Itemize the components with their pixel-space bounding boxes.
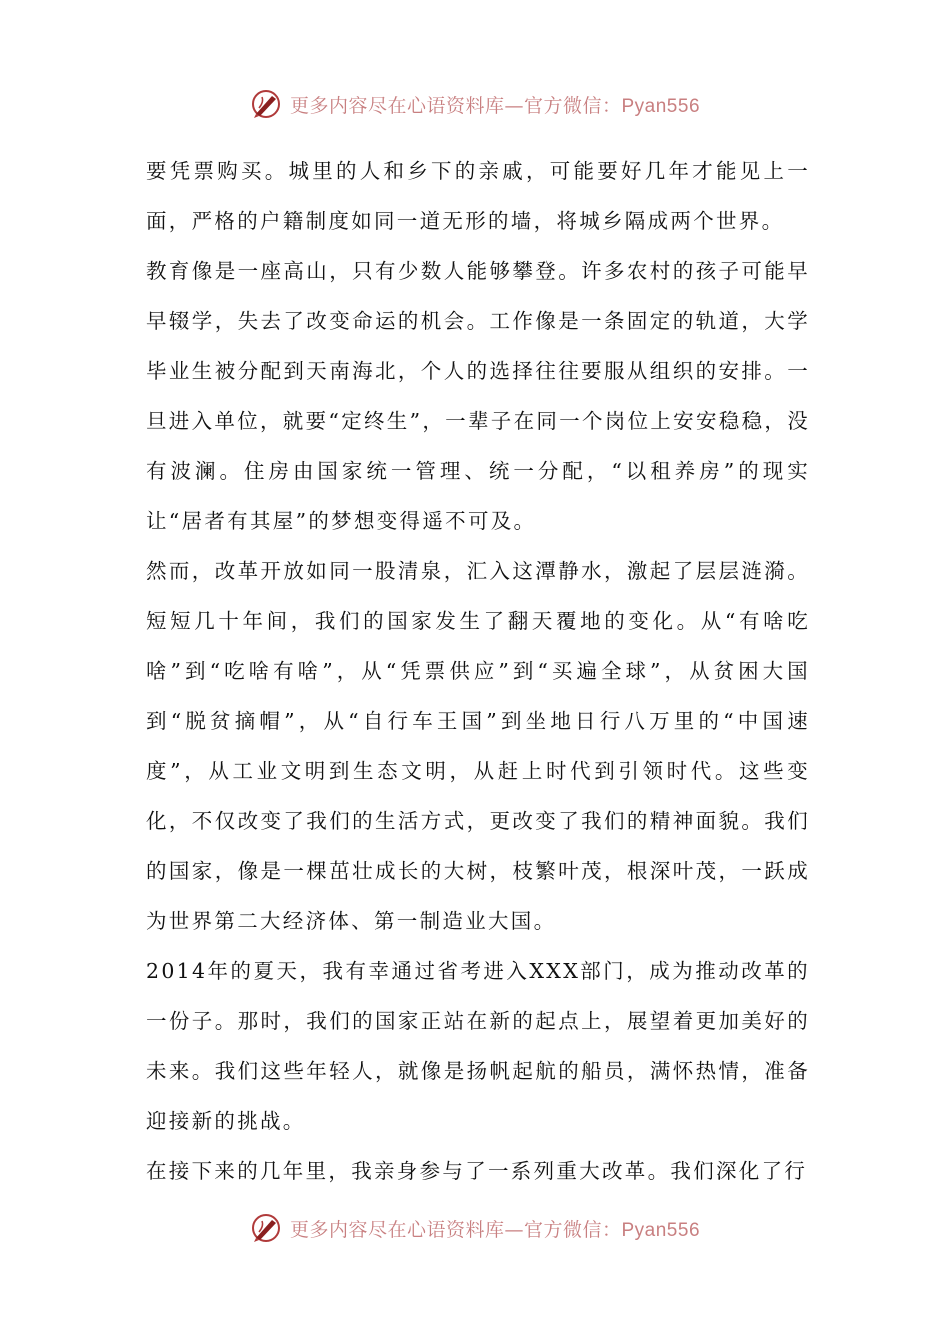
- footer-site-text: 更多内容尽在心语资料库—官方微信：: [289, 1218, 622, 1241]
- paragraph: 然而，改革开放如同一股清泉，汇入这潭静水，激起了层层涟漪。短短几十年间，我们的国家发生了翻天覆地的变化。从“有啥吃啥”到“吃啥有啥”，从“凭票供应”到“买遍全球”，从贫困大国到“脱贫摘帽”，从“自行车王国”到坐地日行八万里的“中国速度”，从工业文明到生态文明，从赶上时代到引领时代。这些变化，不仅改变了我们的生活方式，更改变了我们的精神面貌。我们的国家，像是一棵茁壮成长的大树，枝繁叶茂，根深叶茂，一跃成为世界第二大经济体、第一制造业大国。: [146, 559, 810, 933]
- footer-wechat-id: Pyan556: [621, 1219, 701, 1241]
- pen-circle-logo-icon: [250, 88, 282, 120]
- footer-banner: [0, 1208, 950, 1248]
- paragraph: 在接下来的几年里，我亲身参与了一系列重大改革。我们深化了行: [146, 1159, 808, 1183]
- paragraph: 要凭票购买。城里的人和乡下的亲戚，可能要好几年才能见上一面，严格的户籍制度如同一道无形的墙，将城乡隔成两个世界。: [146, 159, 810, 233]
- paragraph: 教育像是一座高山，只有少数人能够攀登。许多农村的孩子可能早早辍学，失去了改变命运的机会。工作像是一条固定的轨道，大学毕业生被分配到天南海北，个人的选择往往要服从组织的安排。一旦进入单位，就要“定终生”，一辈子在同一个岗位上安安稳稳，没有波澜。住房由国家统一管理、统一分配，“以租养房”的现实让“居者有其屋”的梦想变得遥不可及。: [146, 259, 810, 533]
- header-banner: [0, 84, 950, 124]
- pen-circle-logo-icon: [250, 1212, 282, 1244]
- document-body: [146, 146, 810, 1196]
- header-wechat-id: Pyan556: [621, 95, 701, 117]
- header-site-text: 更多内容尽在心语资料库—官方微信：: [289, 94, 622, 117]
- footer-text: [290, 1215, 700, 1242]
- paragraph: 2014年的夏天，我有幸通过省考进入XXX部门，成为推动改革的一份子。那时，我们的国家正站在新的起点上，展望着更加美好的未来。我们这些年轻人，就像是扬帆起航的船员，满怀热情，准备迎接新的挑战。: [146, 959, 810, 1133]
- header-text: [290, 91, 700, 118]
